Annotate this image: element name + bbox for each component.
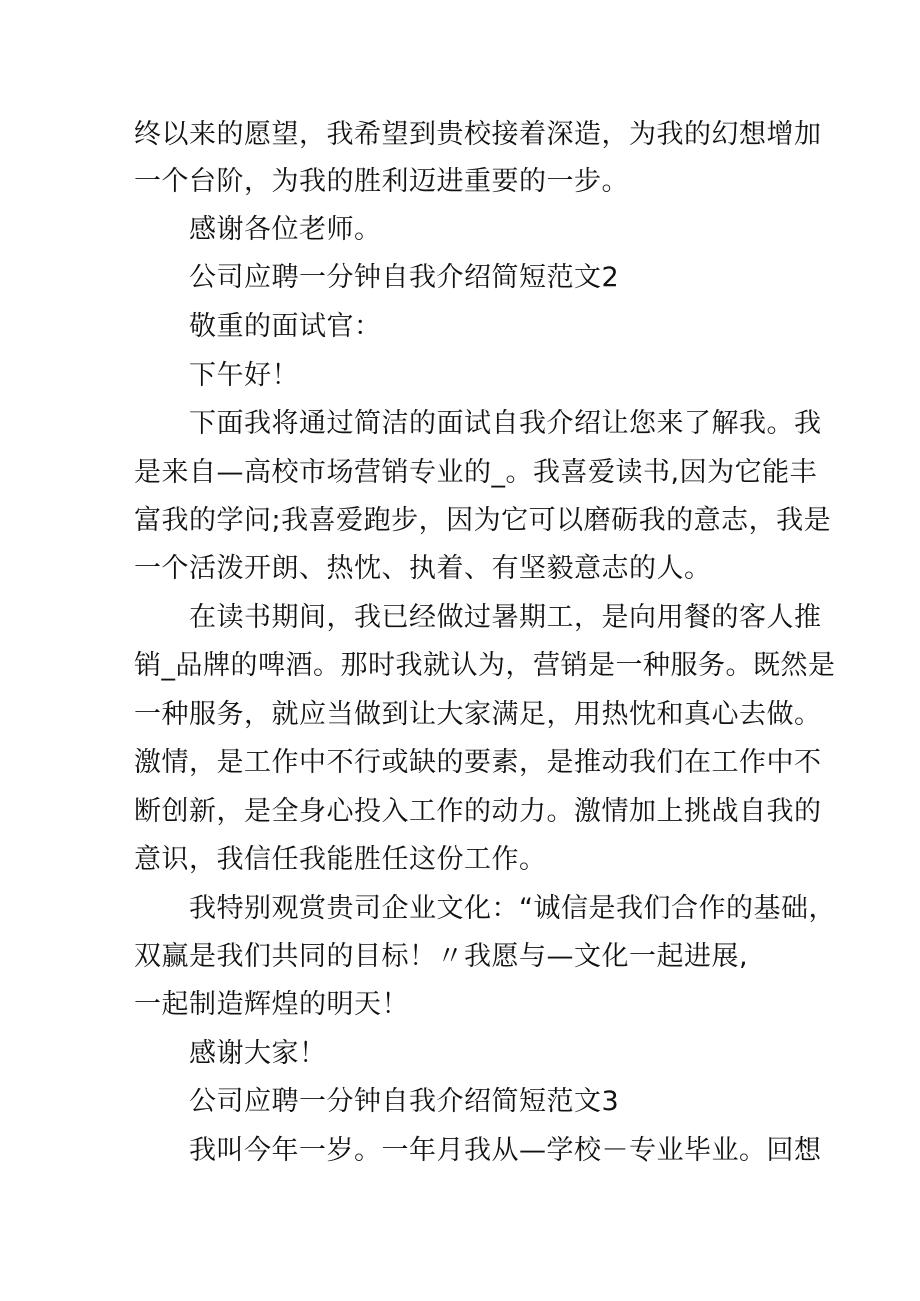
text-line: 激情，是工作中不行或缺的要素，是推动我们在工作中不 [134, 747, 822, 778]
text-line: 一起制造辉煌的明天！ [134, 989, 409, 1020]
section-heading: 公司应聘一分钟自我介绍简短范文3 [189, 1086, 620, 1117]
section-heading: 公司应聘一分钟自我介绍简短范文2 [189, 262, 620, 293]
text-line: 富我的学问;我喜爱跑步，因为它可以磨砺我的意志，我是 [134, 505, 832, 536]
text-line: 一个台阶，为我的胜利迈进重要的一步。 [134, 166, 629, 197]
text-line: 终以来的愿望，我希望到贵校接着深造，为我的幻想增加 [134, 119, 822, 150]
text-line: 一个活泼开朗、热忱、执着、有坚毅意志的人。 [134, 553, 712, 584]
text-line: 我特别观赏贵司企业文化：“诚信是我们合作的基础， [189, 893, 836, 924]
text-line: 一种服务，就应当做到让大家满足，用热忱和真心去做。 [134, 699, 822, 730]
greeting: 下午好！ [189, 360, 299, 391]
text-line: 意识，我信任我能胜任这份工作。 [134, 844, 547, 875]
text-line: 断创新，是全身心投入工作的动力。激情加上挑战自我的 [134, 796, 822, 827]
text-line: 是来自—高校市场营销专业的_。我喜爱读书,因为它能丰 [134, 457, 818, 488]
closing: 感谢大家！ [189, 1038, 327, 1069]
salutation: 敬重的面试官： [189, 311, 382, 342]
text-line: 在读书期间，我已经做过暑期工，是向用餐的客人推 [189, 602, 822, 633]
text-line: 下面我将通过简洁的面试自我介绍让您来了解我。我 [189, 408, 822, 439]
text-line: 我叫今年一岁。一年月我从—学校－专业毕业。回想 [189, 1135, 822, 1166]
text-line: 双赢是我们共同的目标！〃我愿与—文化一起进展, [134, 941, 749, 972]
text-line: 销_品牌的啤酒。那时我就认为，营销是一种服务。既然是 [134, 650, 836, 681]
text-line: 感谢各位老师。 [189, 214, 382, 245]
